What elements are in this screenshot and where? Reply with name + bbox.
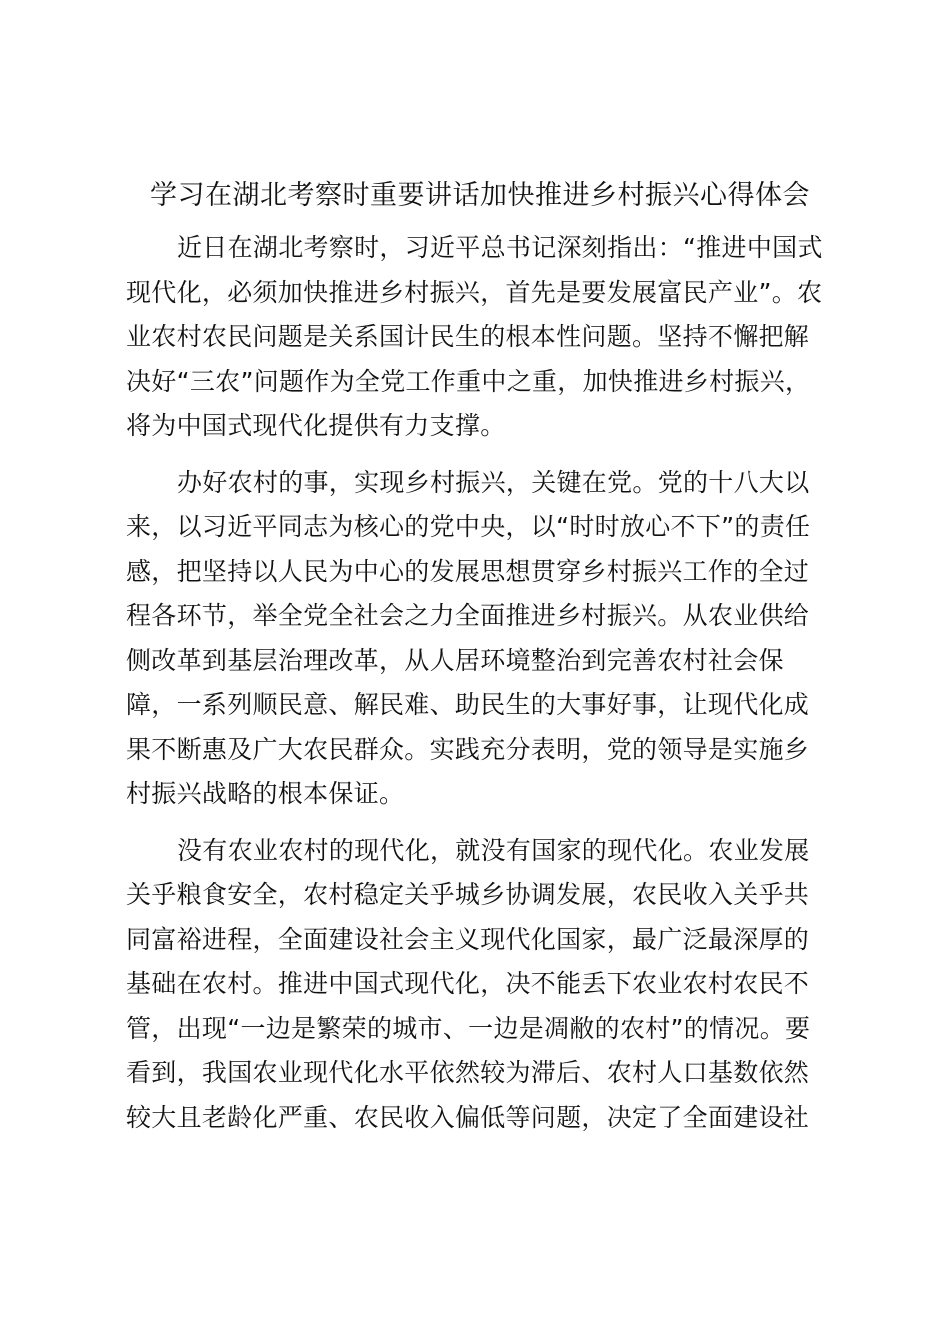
text-line: 较大且老龄化严重、农民收入偏低等问题，决定了全面建设社 <box>126 1102 810 1132</box>
text-line: 感，把坚持以人民为中心的发展思想贯穿乡村振兴工作的全过 <box>126 556 810 586</box>
document-body <box>126 226 826 1152</box>
text-line: 同富裕进程，全面建设社会主义现代化国家，最广泛最深厚的 <box>126 924 810 954</box>
text-line: 基础在农村。推进中国式现代化，决不能丢下农业农村农民不 <box>126 969 810 998</box>
text-line: 障，一系列顺民意、解民难、助民生的大事好事，让现代化成 <box>126 690 810 719</box>
text-line: 没有农业农村的现代化，就没有国家的现代化。农业发展 <box>177 835 810 865</box>
text-line: 决好“三农”问题作为全党工作重中之重，加快推进乡村振兴， <box>126 366 811 396</box>
text-line: 村振兴战略的根本保证。 <box>126 779 405 808</box>
text-line: 管，出现“一边是繁荣的城市、一边是凋敝的农村”的情况。要 <box>126 1013 811 1043</box>
text-line: 侧改革到基层治理改革，从人居环境整治到完善农村社会保 <box>126 645 784 675</box>
text-line: 业农村农民问题是关系国计民生的根本性问题。坚持不懈把解 <box>126 322 810 351</box>
text-line: 关乎粮食安全，农村稳定关乎城乡协调发展，农民收入关乎共 <box>126 880 810 909</box>
text-line: 现代化，必须加快推进乡村振兴，首先是要发展富民产业”。农 <box>126 277 823 307</box>
paragraph-1 <box>126 226 826 449</box>
text-line: 果不断惠及广大农民群众。实践充分表明，党的领导是实施乡 <box>126 734 810 764</box>
text-line: 近日在湖北考察时，习近平总书记深刻指出：“推进中国式 <box>177 233 823 262</box>
paragraph-3 <box>126 829 826 1141</box>
document-title: 学习在湖北考察时重要讲话加快推进乡村振兴心得体会 <box>150 180 810 211</box>
paragraph-2 <box>126 461 826 817</box>
text-line: 看到，我国农业现代化水平依然较为滞后、农村人口基数依然 <box>126 1058 810 1087</box>
text-line: 将为中国式现代化提供有力支撑。 <box>126 411 506 440</box>
text-line: 办好农村的事，实现乡村振兴，关键在党。党的十八大以 <box>177 467 810 497</box>
text-line: 来，以习近平同志为核心的党中央，以“时时放心不下”的责任 <box>126 512 811 541</box>
text-line: 程各环节，举全党全社会之力全面推进乡村振兴。从农业供给 <box>126 601 810 630</box>
